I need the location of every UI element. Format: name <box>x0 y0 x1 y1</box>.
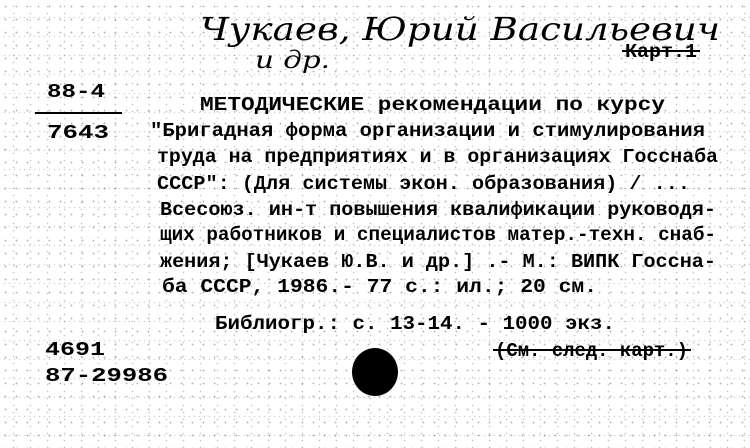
record-number: 87-29986 <box>45 365 168 387</box>
author-mark: 7643 <box>47 122 109 144</box>
description-line: МЕТОДИЧЕСКИЕ рекомендации по курсу <box>200 94 666 116</box>
description-line: жения; [Чукаев Ю.В. и др.] .- М.: ВИПК Госсна- <box>160 251 716 273</box>
handwritten-author: Чукаев, Юрий Васильевич <box>200 10 720 48</box>
handwritten-coauthors: и др. <box>255 46 330 74</box>
continuation-note: (См. след. карт.) <box>495 340 688 362</box>
card-number: Карт.1 <box>625 41 697 63</box>
description-line: труда на предприятиях и в организациях Госснаба <box>157 146 718 168</box>
description-line: Всесоюз. ин-т повышения квалификации руководя- <box>160 199 716 221</box>
description-line: ба СССР, 1986.- 77 с.: ил.; 20 см. <box>162 276 597 298</box>
inventory-number: 4691 <box>45 339 105 361</box>
description-line: "Бригадная форма организации и стимулирования <box>150 120 705 142</box>
classification-index: 88-4 <box>47 81 105 103</box>
bibliography-note: Библиогр.: с. 13-14. - 1000 экз. <box>215 313 615 335</box>
punch-hole <box>352 348 398 396</box>
description-line: щих работников и специалистов матер.-техн. снаб- <box>160 224 716 246</box>
description-line: СССР": (Для системы экон. образования) / ... <box>157 173 690 195</box>
